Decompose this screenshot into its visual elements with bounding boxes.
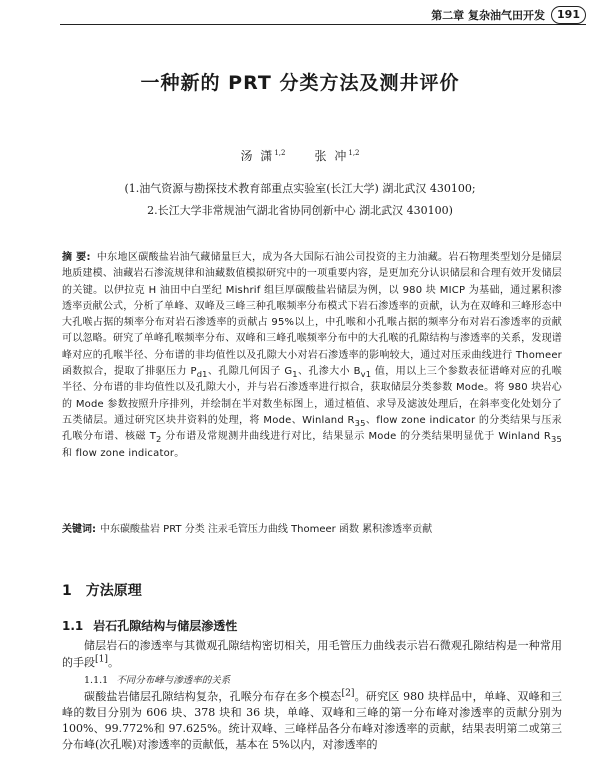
keywords-label: 关键词: bbox=[62, 524, 96, 535]
abstract-text: 和 flow zone indicator。 bbox=[62, 447, 185, 459]
subscript: 1 bbox=[292, 369, 298, 380]
body-paragraph bbox=[62, 637, 562, 671]
abstract-text: 分布谱及常规测井曲线进行对比，结果显示 Mode 的分类结果明显优于 Winland R bbox=[161, 431, 552, 443]
keywords-text: 中东碳酸盐岩 PRT 分类 注汞毛管压力曲线 Thomeer 函数 累积渗透率贡献 bbox=[100, 524, 433, 535]
subsubsection-title: 不同分布峰与渗透率的关系 bbox=[116, 675, 231, 686]
subsubsection-heading bbox=[84, 672, 230, 686]
section-heading bbox=[62, 580, 142, 600]
abstract-label: 摘 要: bbox=[62, 252, 91, 263]
subscript: d1 bbox=[196, 369, 208, 380]
subsubsection-number: 1.1.1 bbox=[84, 675, 109, 686]
affiliation-1: (1.油气资源与勘探技术教育部重点实验室(长江大学) 湖北武汉 430100; bbox=[124, 182, 476, 195]
subscript: 35 bbox=[551, 434, 563, 445]
paragraph-text: 。 bbox=[107, 656, 119, 669]
paragraph-text: 。研究区 980 块样品中，单峰、双峰和三峰的数目分别为 606 块、378 块和 36 块，单峰、双峰和三峰的第一分布峰对渗透率的贡献分别为 100%、99.772%和 97.625%。统计双峰、三峰样品各分布峰对渗透率的贡献，结果表明第二或第三分布峰(次孔喉)对渗透率的贡献低，基本在 5%以内，对渗透率的 bbox=[62, 690, 562, 751]
abstract-text: 、孔渗大小 B bbox=[297, 366, 361, 378]
abstract-text: 值，用以上三个参数表征谱峰对应的孔喉半径、分布谱的非均值性以及孔隙大小，并与岩石渗透率进行拟合，获取储层分类参数 Mode。将 980 块岩心的 Mode 参数按照升序排列，并绘制在半对数坐标图上，通过植值、求导及滤波处理后，在斜率变化处划分了五类储层。通过研究区块井资料的处理，将 Mode、Winland R bbox=[62, 366, 562, 426]
abstract-text: 中东地区碳酸盐岩油气藏储量巨大，成为各大国际石油公司投资的主力油藏。岩石物理类型划分是储层地质建模、油藏岩石渗流规律和油藏数值模拟研究中的一项重要内容，是更加充分认识储层和合理有效开发储层的关键。以伊拉克 H 油田中白垩纪 Mishrif 组巨厚碳酸盐岩储层为例，以 980 块 MICP 为基础，通过累积渗透率贡献公式，分析了单峰、双峰及三峰三种孔喉频率分布模式下岩石渗透率的贡献，认为在双峰和三峰形态中大孔喉占据的频率分布对岩石渗透率的贡献占 95%以上，中孔喉和小孔喉占据的频率分布对岩石渗透率的贡献可以忽略。研究了单峰孔喉频率分布、双峰和三峰孔喉频率分布中的大孔喉的孔隙结构与渗透率的关系，发现谱峰对应的孔喉半径、分布谱的非均值性以及孔隙大小对岩石渗透率的影响较大，通过对压汞曲线进行 Thomeer 函数拟合，提取了排驱压力 P bbox=[62, 252, 563, 378]
author-affiliation-mark: 1,2 bbox=[348, 149, 360, 157]
body-paragraph bbox=[62, 689, 562, 753]
header-rule bbox=[60, 24, 586, 25]
keywords bbox=[62, 522, 562, 538]
subsection-number: 1.1 bbox=[62, 619, 84, 633]
citation: [1] bbox=[95, 653, 108, 665]
subsection-title: 岩石孔隙结构与储层渗透性 bbox=[93, 619, 238, 633]
author-list bbox=[0, 147, 600, 164]
abstract-text: 、flow zone indicator 的分类结果与压汞孔喉分布谱、核磁 T bbox=[62, 414, 562, 443]
subsection-heading bbox=[62, 617, 237, 634]
author-name: 汤 潇 bbox=[240, 149, 275, 163]
subscript: 35 bbox=[354, 417, 366, 428]
section-number: 1 bbox=[62, 583, 72, 599]
subscript: 2 bbox=[156, 434, 162, 445]
abstract-text: 、孔隙几何因子 G bbox=[207, 366, 293, 378]
page-number: 191 bbox=[551, 6, 586, 24]
affiliation-2: 2.长江大学非常规油气湖北省协同创新中心 湖北武汉 430100) bbox=[147, 204, 453, 217]
author-name: 张 冲 bbox=[314, 149, 349, 163]
citation: [2] bbox=[341, 687, 355, 699]
subscript: v1 bbox=[360, 369, 372, 380]
paragraph-text: 储层岩石的渗透率与其微观孔隙结构密切相关，用毛管压力曲线表示岩石微观孔隙结构是一种常用的手段 bbox=[62, 639, 562, 669]
author-affiliation-mark: 1,2 bbox=[274, 149, 286, 157]
paragraph-text: 碳酸盐岩储层孔隙结构复杂，孔喉分布存在多个模态 bbox=[84, 690, 342, 703]
running-header bbox=[431, 6, 586, 24]
abstract bbox=[62, 250, 562, 462]
chapter-title: 第二章 复杂油气田开发 bbox=[431, 9, 546, 22]
section-title: 方法原理 bbox=[85, 583, 142, 599]
paper-title: 一种新的 PRT 分类方法及测井评价 bbox=[140, 72, 460, 94]
